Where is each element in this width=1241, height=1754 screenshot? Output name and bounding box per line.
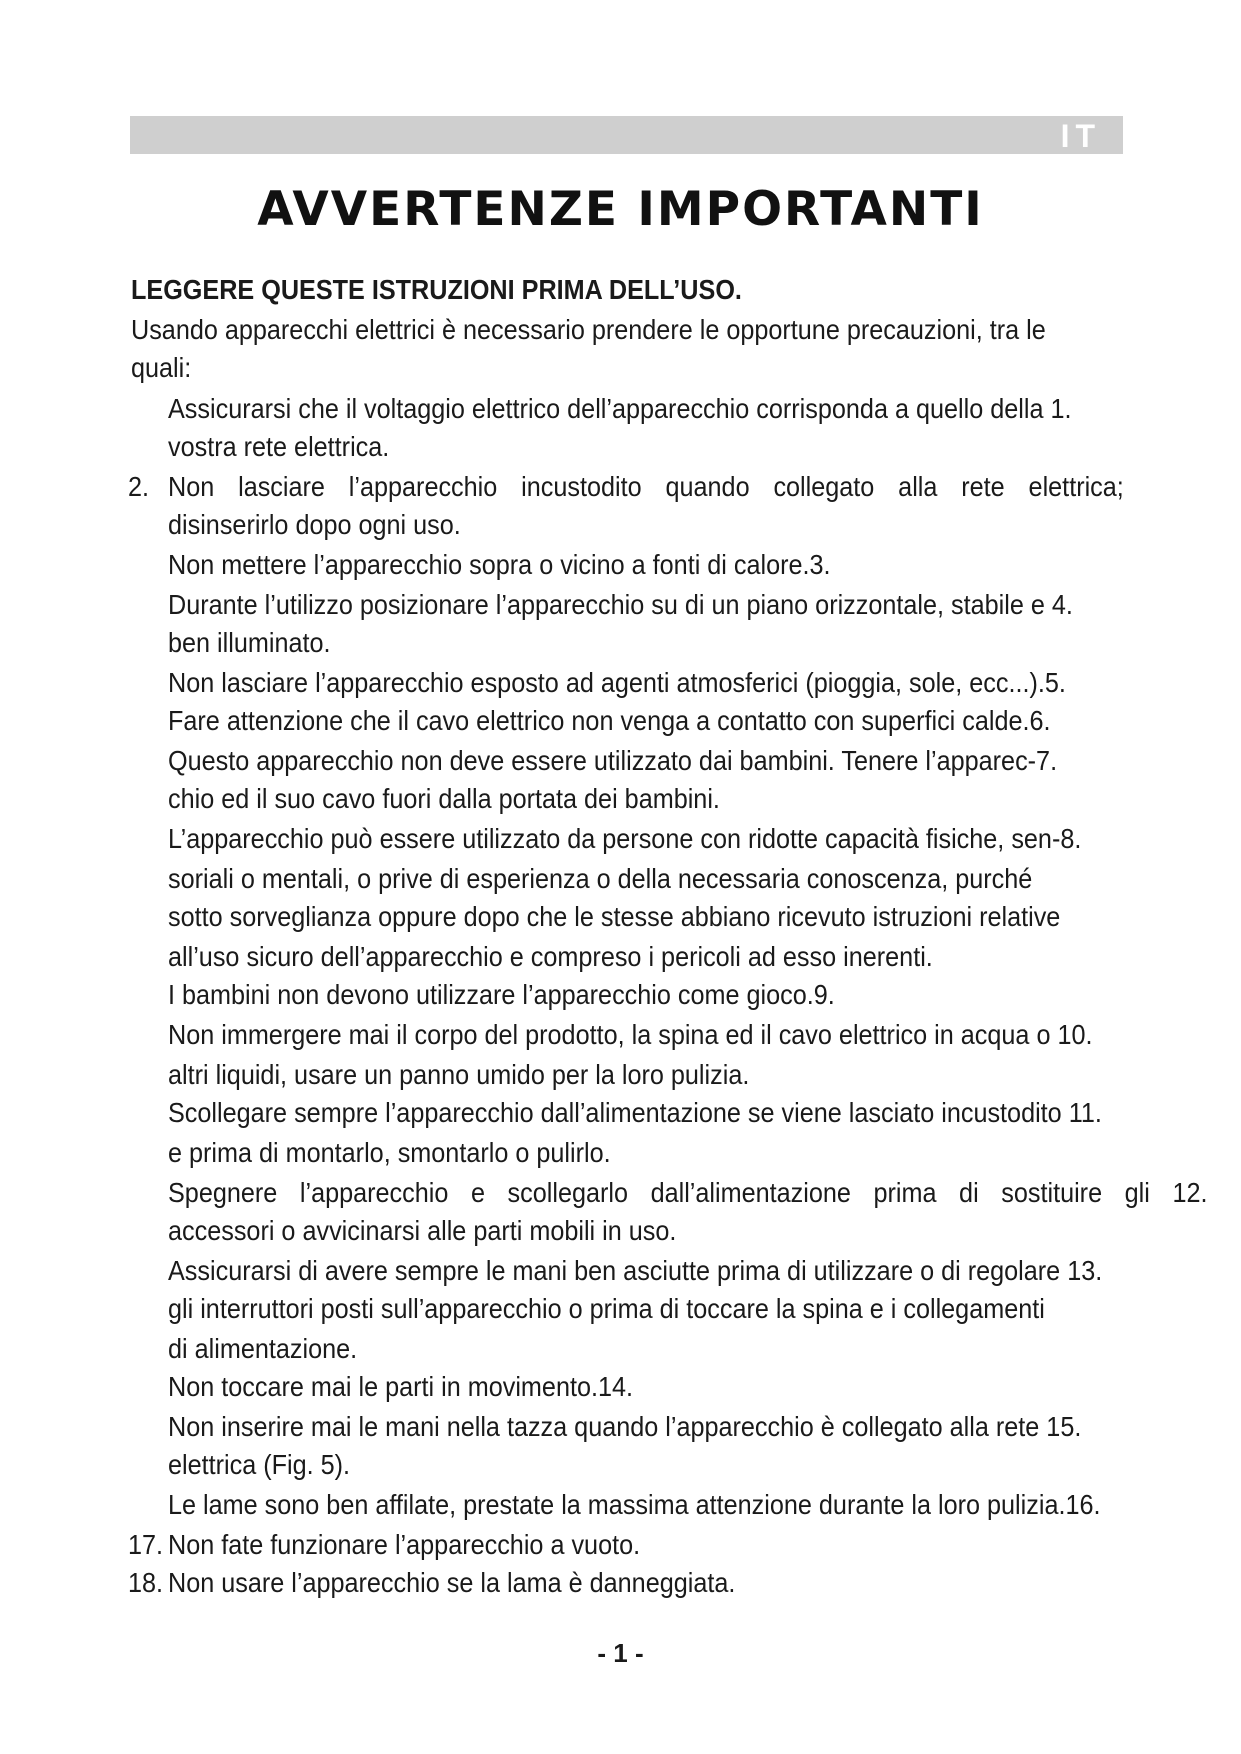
list-line: Le lame sono ben affilate, prestate la massima attenzione durante la loro pulizia.16. (168, 1489, 1101, 1520)
page-title: AVVERTENZE IMPORTANTI (257, 182, 984, 237)
list-line: Assicurarsi di avere sempre le mani ben asciutte prima di utilizzare o di regolare 13. (168, 1255, 1103, 1286)
list-line: di alimentazione. (168, 1333, 358, 1364)
list-line: altri liquidi, usare un panno umido per la loro pulizia. (168, 1059, 750, 1090)
list-line: Assicurarsi che il voltaggio elettrico dell’apparecchio corrisponda a quello della 1. (168, 393, 1072, 424)
list-line: soriali o mentali, o prive di esperienza o della necessaria conoscenza, purché (168, 863, 1033, 894)
list-line: Non inserire mai le mani nella tazza quando l’apparecchio è collegato alla rete 15. (168, 1411, 1082, 1442)
list-line: Scollegare sempre l’apparecchio dall’alimentazione se viene lasciato incustodito 11. (168, 1097, 1102, 1128)
list-line: Durante l’utilizzo posizionare l’apparecchio su di un piano orizzontale, stabile e 4. (168, 589, 1073, 620)
intro-line-1: Usando apparecchi elettrici è necessario prendere le opportune precauzioni, tra le (131, 314, 1046, 345)
intro-line-2: quali: (131, 352, 192, 383)
list-line: ben illuminato. (168, 627, 331, 658)
list-line: gli interruttori posti sull’apparecchio o prima di toccare la spina e i collegamenti (168, 1293, 1045, 1324)
list-number: 17. (128, 1529, 164, 1560)
list-line: chio ed il suo cavo fuori dalla portata dei bambini. (168, 783, 720, 814)
list-line: Non fate funzionare l’apparecchio a vuoto. (168, 1529, 641, 1560)
list-line: disinserirlo dopo ogni uso. (168, 509, 461, 540)
list-line: Non usare l’apparecchio se la lama è danneggiata. (168, 1567, 736, 1598)
list-number: 18. (128, 1567, 164, 1598)
list-line: Non toccare mai le parti in movimento.14. (168, 1371, 634, 1402)
page-number: - 1 - (597, 1638, 644, 1668)
language-label: IT (1060, 118, 1101, 154)
list-line: elettrica (Fig. 5). (168, 1449, 351, 1480)
subtitle: LEGGERE QUESTE ISTRUZIONI PRIMA DELL’USO. (131, 274, 742, 305)
list-line: Non immergere mai il corpo del prodotto, la spina ed il cavo elettrico in acqua o 10. (168, 1019, 1093, 1050)
list-line: all’uso sicuro dell’apparecchio e compreso i pericoli ad esso inerenti. (168, 941, 933, 972)
list-line: Non mettere l’apparecchio sopra o vicino a fonti di calore.3. (168, 549, 831, 580)
list-line: Fare attenzione che il cavo elettrico non venga a contatto con superfici calde.6. (168, 705, 1051, 736)
list-line: Non lasciare l’apparecchio incustodito quando collegato alla rete elettrica; (168, 471, 1124, 502)
list-line: accessori o avvicinarsi alle parti mobili in uso. (168, 1215, 677, 1246)
language-header-bar (130, 116, 1123, 154)
list-line: L’apparecchio può essere utilizzato da persone con ridotte capacità fisiche, sen-8. (168, 823, 1082, 854)
list-line: e prima di montarlo, smontarlo o pulirlo. (168, 1137, 611, 1168)
list-line: vostra rete elettrica. (168, 431, 390, 462)
list-line: Questo apparecchio non deve essere utilizzato dai bambini. Tenere l’apparec-7. (168, 745, 1058, 776)
list-line: I bambini non devono utilizzare l’apparecchio come gioco.9. (168, 979, 835, 1010)
list-line: sotto sorveglianza oppure dopo che le stesse abbiano ricevuto istruzioni relative (168, 901, 1061, 932)
list-number: 2. (128, 471, 150, 502)
list-line: Non lasciare l’apparecchio esposto ad agenti atmosferici (pioggia, sole, ecc...).5. (168, 667, 1066, 698)
list-line: Spegnere l’apparecchio e scollegarlo dall’alimentazione prima di sostituire gli 12. (168, 1177, 1208, 1208)
